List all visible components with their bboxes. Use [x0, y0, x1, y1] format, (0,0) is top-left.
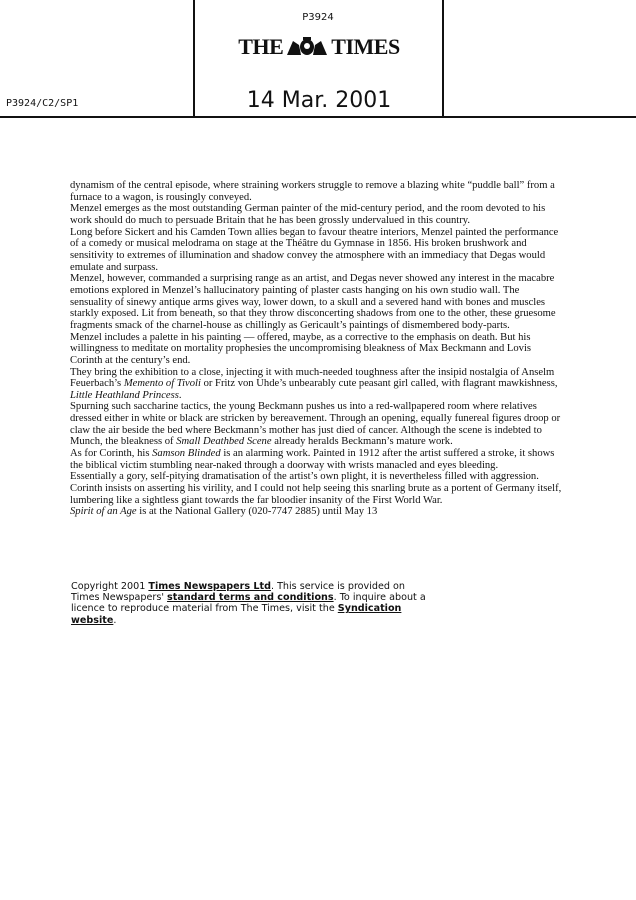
article-line [70, 203, 610, 215]
article-line [70, 227, 610, 239]
royal-crest-icon [283, 37, 331, 57]
article-line [70, 262, 610, 274]
article-text: Menzel emerges as the most outstanding German painter of the mid-century period, and the room devoted to his [70, 203, 546, 215]
copyright-notice [71, 581, 431, 626]
article-text: Munch, the bleakness of [70, 436, 177, 448]
article-text: dynamism of the central episode, where straining workers struggle to remove a blazing white “puddle ball” from a [70, 180, 555, 191]
article-text: of a comedy or musical melodrama on stage at the Théâtre du Gymnase in 1856. His broken brushwork and [70, 238, 527, 250]
article-line [70, 250, 610, 262]
article-text: They bring the exhibition to a close, injecting it with much-needed toughness after the insipid nostalgia of Anselm [70, 366, 555, 378]
article-text: emotions explored in Menzel’s hallucinatory painting of plaster casts hanging on his own studio wall. The [70, 284, 520, 296]
article-line [70, 320, 610, 332]
artwork-title: Memento of Tivoli [123, 378, 201, 390]
article-text: the biblical victim stumbling near-naked through a doorway with wrists manacled and eyes bleeding. [70, 459, 499, 471]
article-line [70, 343, 610, 355]
artwork-title: Little Heathland Princess [70, 389, 179, 401]
terms-link[interactable]: standard terms and conditions [167, 592, 334, 604]
article-line [70, 355, 610, 367]
article-text: or Fritz von Uhde’s unbearably cute peasant girl called, with flagrant mawkishness, [200, 378, 558, 390]
document-id: P3924 [302, 12, 334, 23]
article-line [70, 425, 610, 437]
article-text: sensuality of sinewy antique arms gives way, lower down, to a skull and a severed hand with bones and muscles [70, 296, 546, 308]
times-newspapers-link[interactable]: Times Newspapers Ltd [148, 581, 271, 592]
article-line [70, 413, 610, 425]
article-line [70, 215, 610, 227]
article-text: Menzel includes a palette in his painting — offered, maybe, as a corrective to the emphasis on death. But his [70, 331, 531, 343]
artwork-title: Samson Blinded [152, 448, 221, 460]
article-text: Corinth at the century’s end. [70, 354, 191, 366]
article-line [70, 192, 610, 204]
article-line [70, 180, 610, 192]
article-text: is an alarming work. Painted in 1912 after the artist suffered a stroke, it shows [220, 448, 555, 460]
masthead-left: THE [238, 34, 284, 59]
article-line [70, 483, 610, 495]
article-text: sensitivity to extremes of illumination and shadow convey the atmosphere with an immediacy that Degas would [70, 249, 546, 261]
article-text: dressed either in white or black are stricken by bereavement. Through an opening, equally funereal figures droop or [70, 413, 561, 425]
article-text: lumbering like a sightless giant towards the far bloodier insanity of the First World War. [70, 494, 443, 506]
article-text: As for Corinth, his [70, 448, 153, 460]
reference-code: P3924/C2/SP1 [6, 98, 79, 109]
article-text: Feuerbach’s [70, 378, 124, 390]
article-text: emulate and surpass. [70, 261, 158, 273]
article-line [70, 401, 610, 413]
article-line [70, 297, 610, 309]
copyright-text: . To inquire about a licence to reproduce material from The Times, visit the [71, 592, 426, 615]
article-line [70, 390, 610, 402]
article-line [70, 436, 610, 448]
article-text: Essentially a gory, self-pitying dramatisation of the artist’s own plight, it is nevertheless filled with aggression. [70, 471, 539, 483]
article-text: fragments smack of the charnel-house as chillingly as Gericault’s paintings of dismembered body-parts. [70, 319, 510, 331]
article-text: Spurning such saccharine tactics, the young Beckmann pushes us into a red-wallpapered room where relatives [70, 401, 537, 413]
article-text: furnace to a wagon, is rousingly conveyed. [70, 191, 252, 203]
article-text: starkly exposed. Lit from beneath, so that they throw disconcerting shadows from one to the other, these gruesome [70, 308, 556, 320]
artwork-title: Spirit of an Age [70, 506, 137, 518]
article-line [70, 367, 610, 379]
article-text: Corinth insists on asserting his virility, and I could not help seeing this snarling brute as a portent of Germany itself, [70, 483, 562, 495]
article-line [70, 285, 610, 297]
copyright-text: . [113, 614, 117, 626]
article-text: claw the air beside the bed where Beckmann’s mother has just died of cancer. Although the scene is indebted to [70, 424, 542, 436]
article-text: Menzel, however, commanded a surprising range as an artist, and Degas never showed any interest in the macabre [70, 273, 555, 285]
publication-date: 14 Mar. 2001 [246, 88, 392, 113]
syndication-link[interactable]: Syndication website [71, 603, 402, 626]
article-line [70, 471, 610, 483]
article-line [70, 448, 610, 460]
article-text: willingness to meditate on mortality prophesies the uncompromising bleakness of Max Beckmann and Lovis [70, 343, 532, 355]
artwork-title: Small Deathbed Scene [176, 436, 272, 448]
article-line [70, 308, 610, 320]
masthead-right: TIMES [331, 34, 400, 59]
article-line [70, 506, 610, 518]
article-text: work should do much to persuade Britain that he has been grossly undervalued in this country. [70, 214, 471, 226]
article-text: is at the National Gallery (020-7747 2885) until May 13 [136, 506, 378, 518]
masthead-logo [196, 34, 442, 60]
article-line [70, 378, 610, 390]
article-text: . [178, 389, 182, 401]
copyright-text: Copyright 2001 [71, 581, 149, 592]
article-text: Long before Sickert and his Camden Town allies began to favour theatre interiors, Menzel painted the performance [70, 226, 559, 238]
copyright-text: . This service is provided on Times Newspapers' [71, 581, 405, 604]
article-line [70, 460, 610, 472]
article-body [70, 180, 610, 518]
article-line [70, 273, 610, 285]
article-line [70, 238, 610, 250]
article-line [70, 332, 610, 344]
article-text: already heralds Beckmann’s mature work. [271, 436, 453, 448]
article-line [70, 495, 610, 507]
header-bottom-rule [0, 116, 636, 118]
